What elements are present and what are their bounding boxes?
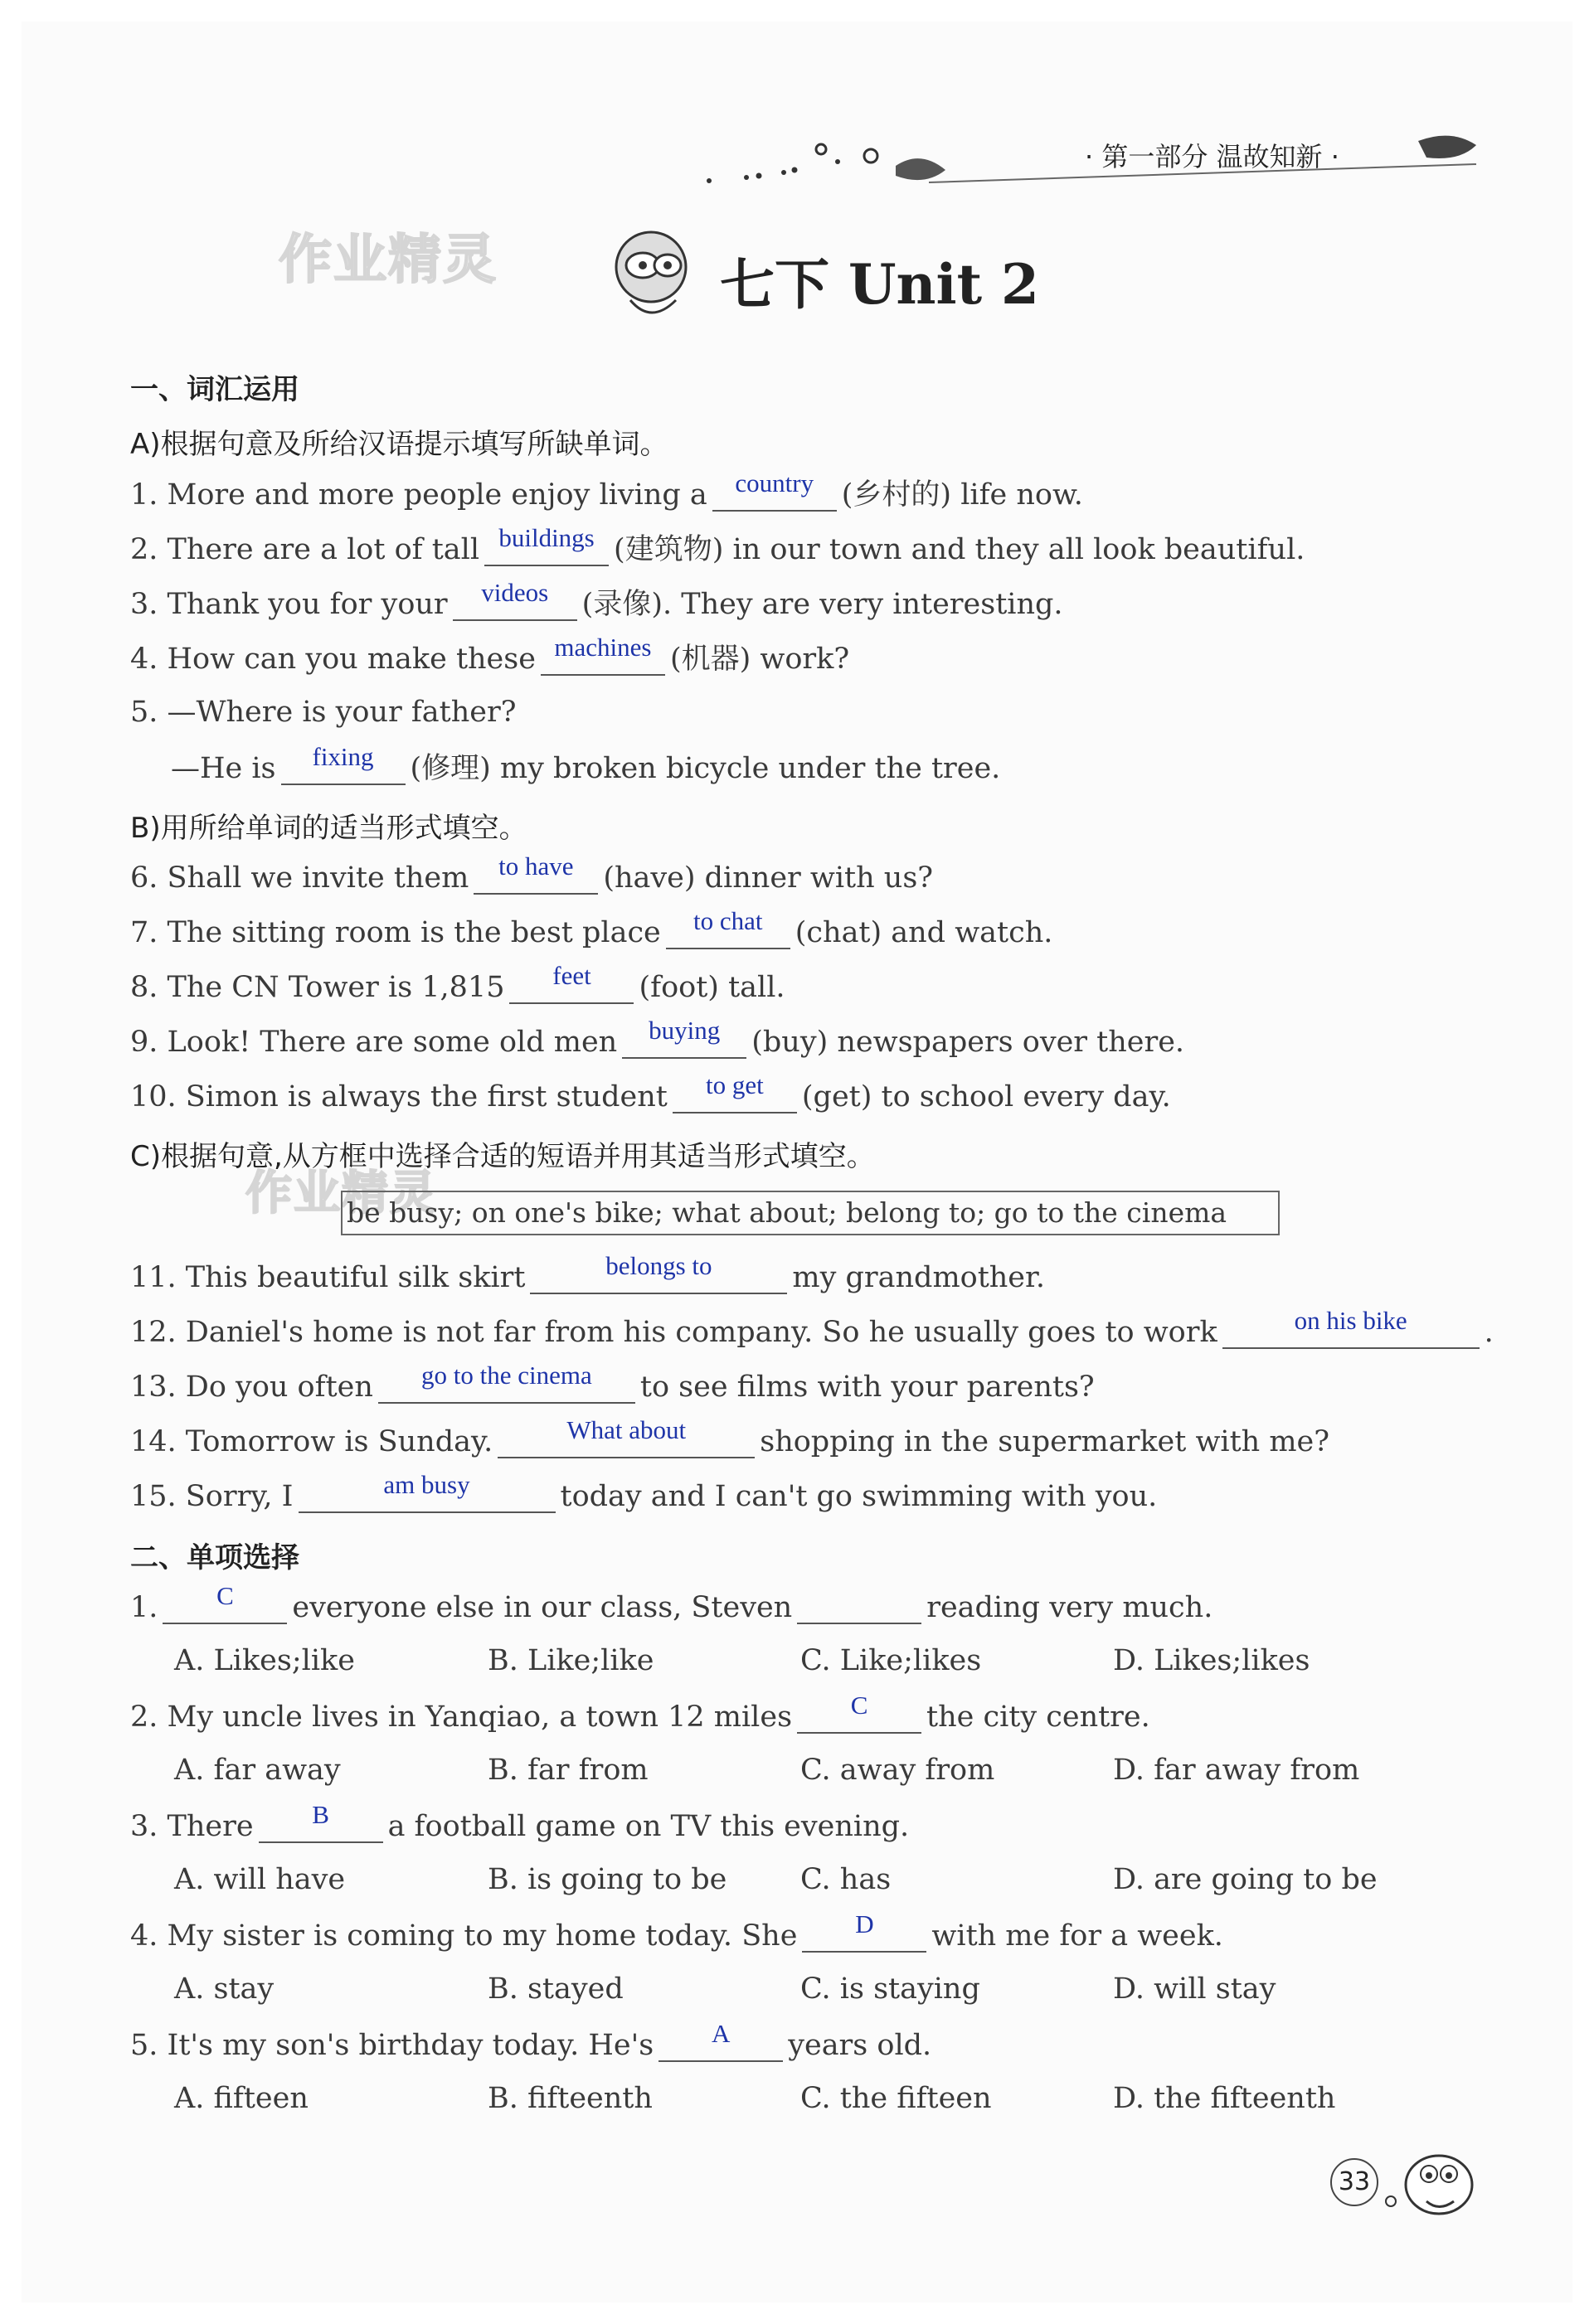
- option-a: A. far away: [174, 1754, 341, 1787]
- part-a-instruction: A)根据句意及所给汉语提示填写所缺单词。: [130, 428, 668, 461]
- answer-blank: A: [658, 2027, 783, 2062]
- answer-blank: B: [259, 1808, 383, 1843]
- option-a: A. stay: [174, 1972, 275, 2006]
- mc-question-5: 5. It's my son's birthday today. He's A years old.: [130, 2019, 932, 2062]
- mascot-icon: [605, 217, 697, 333]
- answer-blank: buildings: [484, 531, 609, 566]
- answer-blank: C: [163, 1589, 287, 1624]
- answer-blank: What about: [498, 1424, 755, 1458]
- answer-blank: am busy: [299, 1478, 556, 1513]
- question-8: 8. The CN Tower is 1,815 feet (foot) tall.: [130, 961, 785, 1004]
- option-c: C. Like;likes: [800, 1644, 982, 1677]
- option-c: C. the fifteen: [800, 2082, 992, 2115]
- answer-blank: to get: [673, 1079, 797, 1113]
- mc-question-1: 1. C everyone else in our class, Steven reading very much.: [130, 1581, 1213, 1624]
- option-c: C. has: [800, 1863, 892, 1896]
- mc-question-3: 3. There B a football game on TV this evening.: [130, 1800, 910, 1843]
- question-13: 13. Do you often go to the cinema to see films with your parents?: [130, 1361, 1095, 1404]
- phrase-box-text: be busy; on one's bike; what about; belong to; go to the cinema: [347, 1196, 1227, 1229]
- answer-blank: feet: [509, 969, 634, 1004]
- option-b: B. fifteenth: [488, 2082, 653, 2115]
- question-14: 14. Tomorrow is Sunday. What about shopping in the supermarket with me?: [130, 1415, 1329, 1458]
- corner-mascot-icon: [1381, 2139, 1489, 2230]
- answer-blank: on his bike: [1222, 1314, 1480, 1349]
- option-d: D. will stay: [1113, 1972, 1276, 2006]
- watermark: 作业精灵: [279, 230, 498, 291]
- answer-blank: fixing: [281, 750, 406, 785]
- option-a: A. fifteen: [174, 2082, 309, 2115]
- page-number: 33: [1330, 2158, 1378, 2206]
- question-11: 11. This beautiful silk skirt belongs to my grandmother.: [130, 1251, 1046, 1294]
- option-b: B. Like;like: [488, 1644, 654, 1677]
- answer-blank: buying: [622, 1024, 746, 1059]
- option-b: B. stayed: [488, 1972, 624, 2006]
- question-1: 1. More and more people enjoy living a country (乡村的) life now.: [130, 468, 1083, 512]
- option-c: C. is staying: [800, 1972, 980, 2006]
- mc-question-4: 4. My sister is coming to my home today. She D with me for a week.: [130, 1909, 1223, 1953]
- question-7: 7. The sitting room is the best place to chat (chat) and watch.: [130, 906, 1053, 949]
- answer-blank: videos: [453, 586, 577, 621]
- answer-blank: to chat: [666, 915, 790, 949]
- question-12: 12. Daniel's home is not far from his company. So he usually goes to work on his bike .: [130, 1306, 1494, 1349]
- page-title: 七下 Unit 2: [720, 252, 1039, 317]
- mc-question-2: 2. My uncle lives in Yanqiao, a town 12 miles C the city centre.: [130, 1691, 1150, 1734]
- answer-blank: go to the cinema: [378, 1369, 635, 1404]
- answer-blank: D: [802, 1918, 926, 1953]
- section-heading-vocabulary: 一、词汇运用: [130, 373, 299, 406]
- answer-blank: belongs to: [530, 1259, 787, 1294]
- question-6: 6. Shall we invite them to have (have) dinner with us?: [130, 851, 934, 895]
- question-10: 10. Simon is always the first student to get (get) to school every day.: [130, 1070, 1171, 1113]
- answer-blank-2: [797, 1589, 921, 1624]
- option-a: A. Likes;like: [174, 1644, 355, 1677]
- section-header: · 第一部分 温故知新 ·: [1085, 141, 1339, 172]
- question-5: 5. —Where is your father?: [130, 696, 517, 729]
- option-a: A. will have: [174, 1863, 346, 1896]
- watermark-2: 作业精灵: [245, 1167, 438, 1220]
- part-b-instruction: B)用所给单词的适当形式填空。: [130, 812, 527, 845]
- part-c-instruction: C)根据句意,从方框中选择合适的短语并用其适当形式填空。: [130, 1140, 875, 1173]
- option-b: B. is going to be: [488, 1863, 727, 1896]
- question-3: 3. Thank you for your videos (录像). They are very interesting.: [130, 578, 1063, 621]
- question-4: 4. How can you make these machines (机器) work?: [130, 633, 850, 676]
- question-15: 15. Sorry, I am busy today and I can't go swimming with you.: [130, 1470, 1158, 1513]
- answer-blank: to have: [474, 860, 598, 895]
- question-5-reply: —He is fixing (修理) my broken bicycle under the tree.: [171, 742, 1001, 785]
- option-d: D. Likes;likes: [1113, 1644, 1310, 1677]
- answer-blank: machines: [541, 641, 665, 676]
- question-2: 2. There are a lot of tall buildings (建筑物) in our town and they all look beautiful.: [130, 523, 1305, 566]
- option-b: B. far from: [488, 1754, 649, 1787]
- answer-blank: country: [712, 477, 837, 512]
- option-d: D. the fifteenth: [1113, 2082, 1336, 2115]
- bubbles-decoration-icon: [697, 124, 962, 191]
- option-d: D. far away from: [1113, 1754, 1360, 1787]
- option-d: D. are going to be: [1113, 1863, 1378, 1896]
- section-heading-multiple-choice: 二、单项选择: [130, 1541, 299, 1574]
- option-c: C. away from: [800, 1754, 995, 1787]
- answer-blank: C: [797, 1699, 921, 1734]
- question-9: 9. Look! There are some old men buying (buy) newspapers over there.: [130, 1016, 1185, 1059]
